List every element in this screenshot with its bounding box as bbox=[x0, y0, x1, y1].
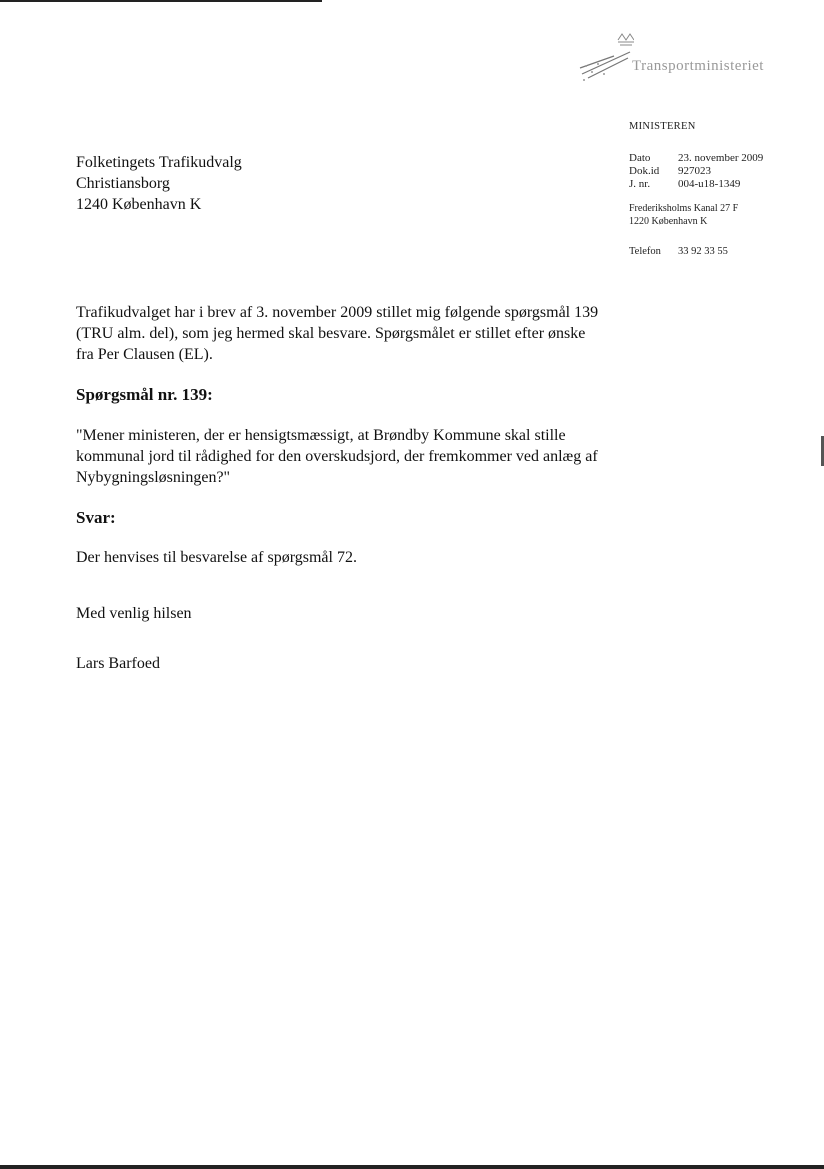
recipient-line: Folketingets Trafikudvalg bbox=[76, 154, 242, 171]
phone-label: Telefon bbox=[629, 246, 661, 257]
sender-info bbox=[629, 120, 819, 258]
recipient-line: 1240 København K bbox=[76, 196, 202, 213]
address-line: 1220 København K bbox=[629, 215, 708, 227]
meta-label: Dok.id bbox=[629, 165, 660, 177]
meta-value: 927023 bbox=[678, 165, 711, 177]
sender-title: MINISTEREN bbox=[629, 121, 696, 132]
sender-phone bbox=[629, 245, 819, 258]
bottom-rule bbox=[0, 1165, 824, 1169]
answer-text: Der henvises til besvarelse af spørgsmål 72. bbox=[76, 549, 357, 566]
meta-value: 004-u18-1349 bbox=[678, 178, 741, 190]
meta-label: Dato bbox=[629, 152, 651, 164]
question-heading: Spørgsmål nr. 139: bbox=[76, 385, 213, 404]
ministry-logo bbox=[574, 28, 794, 92]
meta-docid bbox=[629, 165, 819, 178]
answer-heading: Svar: bbox=[76, 508, 116, 527]
meta-label: J. nr. bbox=[629, 178, 651, 190]
question-text: "Mener ministeren, der er hensigtsmæssigt, at Brøndby Kommune skal stille kommunal jord til rådighed for den overskudsjord, der fremkommer ved anlæg af Nybygningsløsningen?" bbox=[76, 427, 598, 486]
ministry-name: Transportministeriet bbox=[632, 58, 764, 74]
signature: Lars Barfoed bbox=[76, 655, 160, 672]
recipient-address bbox=[76, 152, 242, 215]
meta-journal bbox=[629, 178, 819, 191]
address-line: Frederiksholms Kanal 27 F bbox=[629, 203, 739, 214]
phone-value: 33 92 33 55 bbox=[678, 246, 728, 257]
meta-date bbox=[629, 152, 819, 165]
top-rule bbox=[0, 0, 322, 2]
intro-paragraph: Trafikudvalget har i brev af 3. november 2009 stillet mig følgende spørgsmål 139 (TRU alm. del), som jeg hermed skal besvare. Spørgsmålet er stillet efter ønske fra Per Clausen (EL). bbox=[76, 304, 599, 363]
crown-icon bbox=[574, 28, 634, 88]
closing: Med venlig hilsen bbox=[76, 605, 192, 622]
letter-body bbox=[76, 302, 606, 674]
meta-value: 23. november 2009 bbox=[678, 152, 764, 164]
sender-address bbox=[629, 203, 819, 228]
recipient-line: Christiansborg bbox=[76, 175, 170, 192]
